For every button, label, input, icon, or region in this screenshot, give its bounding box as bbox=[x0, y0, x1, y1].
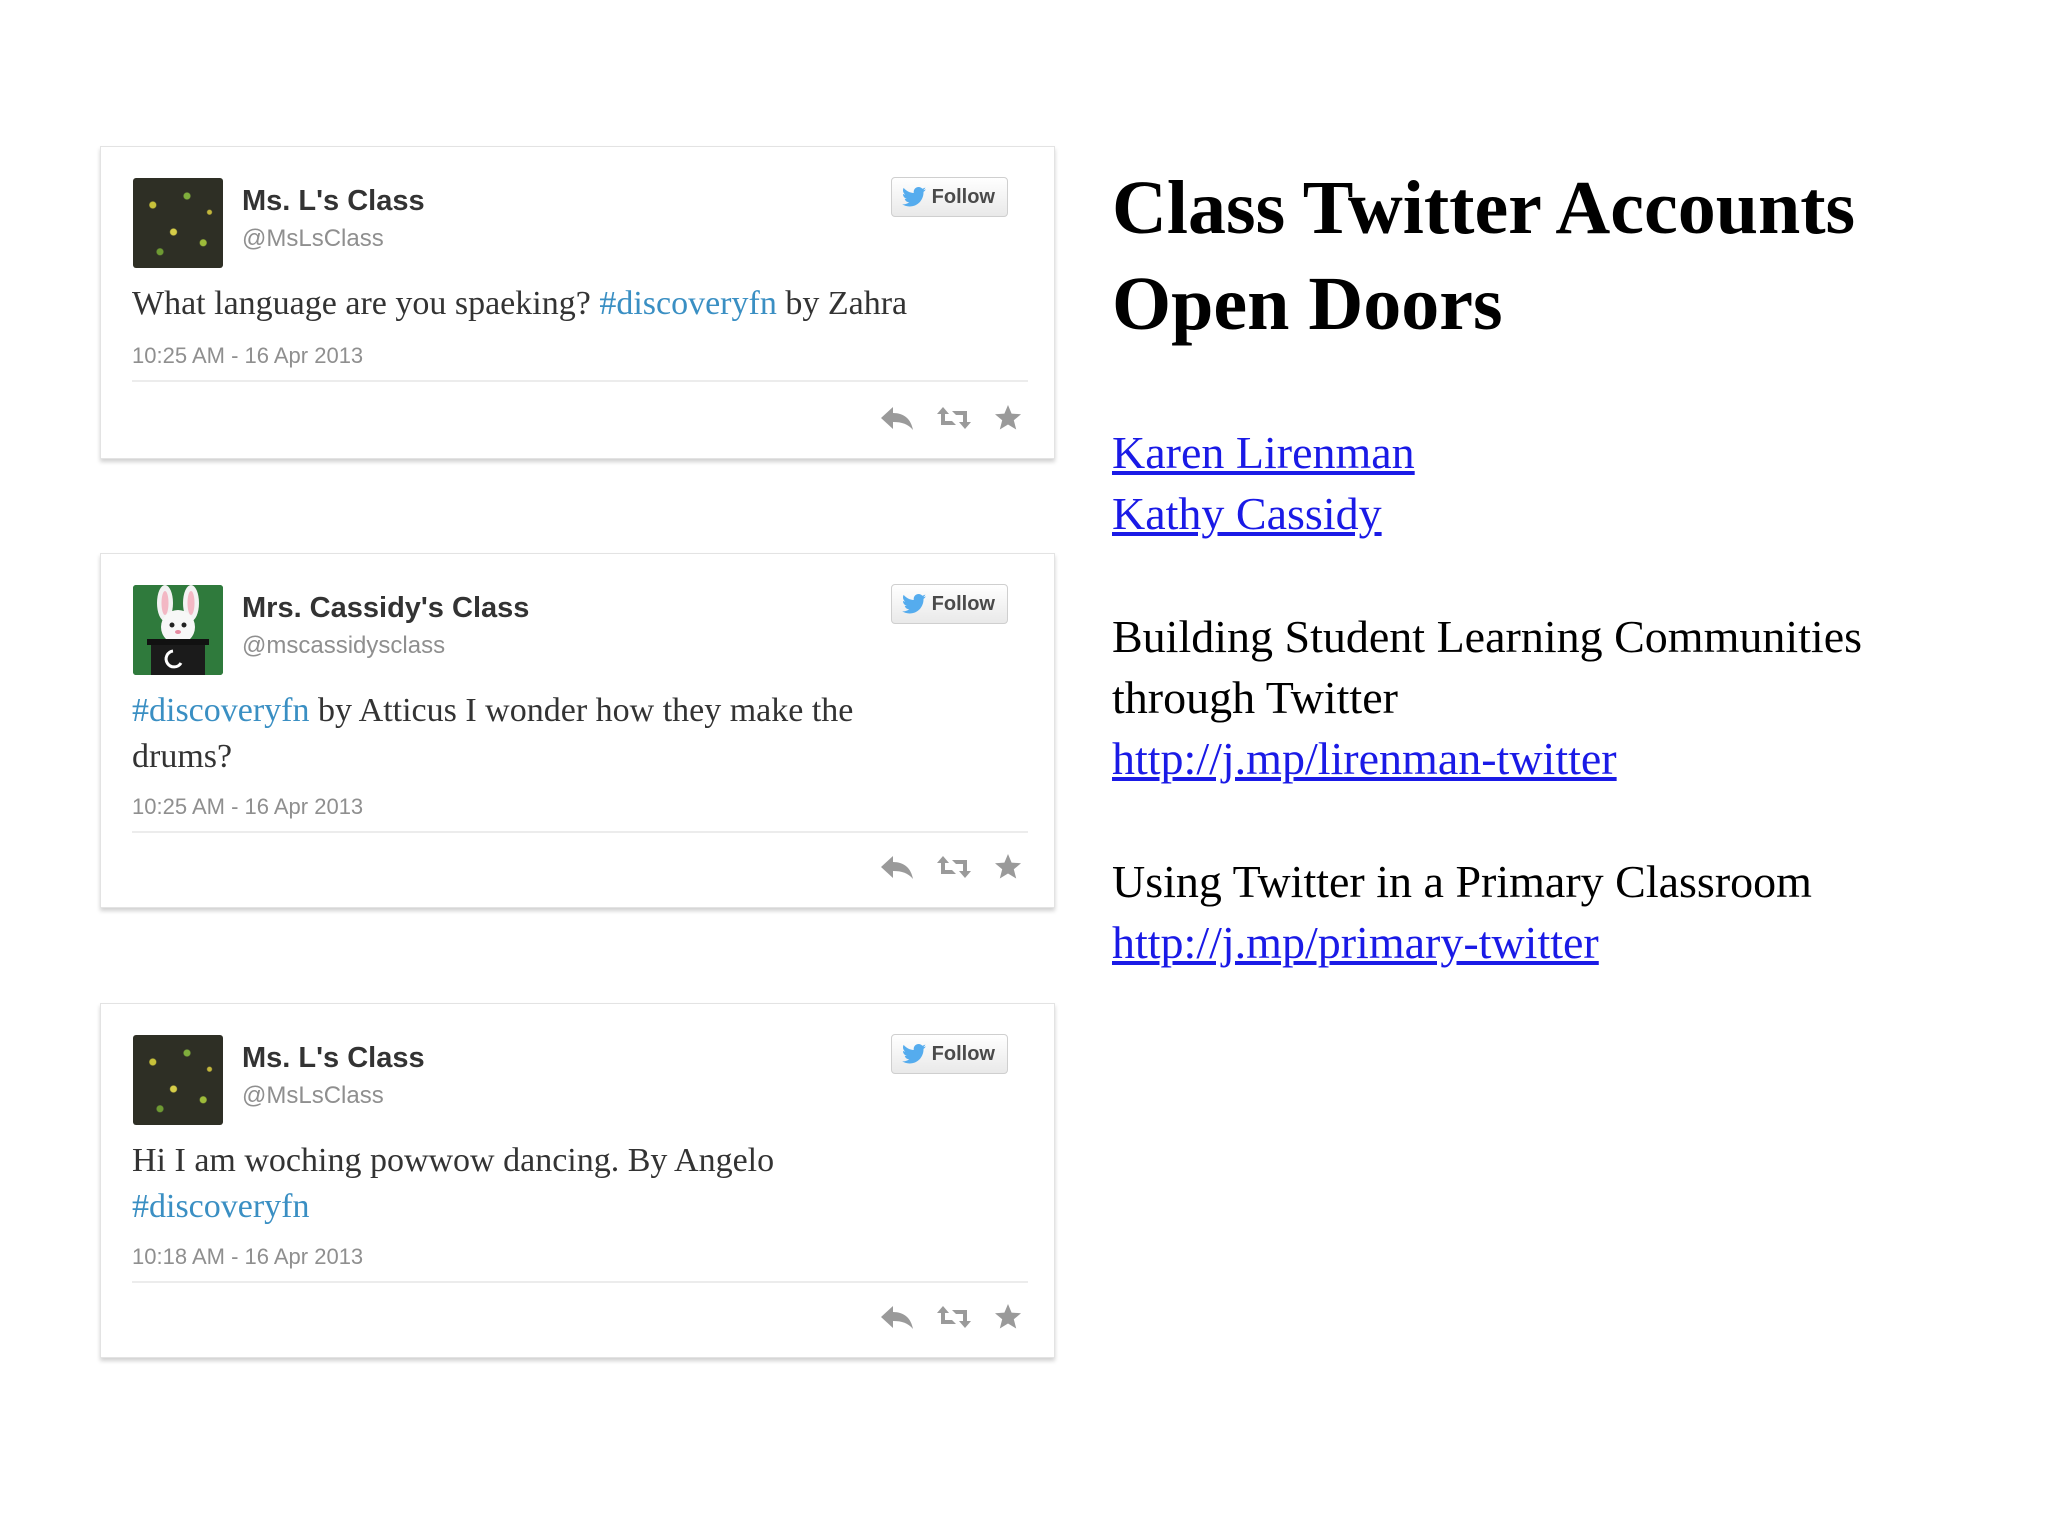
tweet-text-before: Hi I am woching powwow dancing. By Angelo bbox=[132, 1142, 775, 1179]
follow-label: Follow bbox=[931, 1042, 995, 1065]
reply-icon[interactable] bbox=[880, 405, 914, 431]
avatar[interactable] bbox=[133, 585, 223, 675]
resource-2-url[interactable]: http://j.mp/primary-twitter bbox=[1112, 917, 1599, 968]
slide-title-line-2: Open Doors bbox=[1112, 262, 1503, 346]
tweet-actions bbox=[880, 854, 1022, 880]
resource-2-title: Using Twitter in a Primary Classroom bbox=[1112, 856, 1812, 907]
reply-icon[interactable] bbox=[880, 1304, 914, 1330]
tweet-timestamp[interactable]: 10:25 AM - 16 Apr 2013 bbox=[132, 794, 364, 819]
favorite-star-icon[interactable] bbox=[994, 854, 1022, 880]
retweet-icon[interactable] bbox=[936, 1304, 972, 1330]
tweet-text-after: by Atticus I wonder how they make the drums? bbox=[132, 692, 854, 775]
follow-button[interactable] bbox=[891, 177, 1008, 217]
tweet-text-after: by Zahra bbox=[776, 285, 908, 322]
hashtag-link[interactable]: #discoveryfn bbox=[599, 285, 777, 322]
twitter-bird-icon bbox=[902, 1044, 926, 1064]
link-karen-lirenman[interactable]: Karen Lirenman bbox=[1112, 427, 1415, 478]
twitter-bird-icon bbox=[902, 187, 926, 207]
resource-1-title-line-2: through Twitter bbox=[1112, 672, 1398, 723]
hashtag-link[interactable]: #discoveryfn bbox=[132, 692, 310, 729]
tweet-card bbox=[100, 553, 1055, 908]
account-handle[interactable]: @mscassidysclass bbox=[242, 632, 446, 659]
favorite-star-icon[interactable] bbox=[994, 405, 1022, 431]
account-handle[interactable]: @MsLsClass bbox=[242, 225, 384, 252]
divider bbox=[132, 380, 1028, 382]
tweet-actions bbox=[880, 405, 1022, 431]
resource-1-title-line-1: Building Student Learning Communities bbox=[1112, 611, 1863, 662]
account-handle[interactable]: @MsLsClass bbox=[242, 1082, 384, 1109]
tweet-card bbox=[100, 1003, 1055, 1358]
divider bbox=[132, 1281, 1028, 1283]
tweet-text bbox=[132, 281, 1014, 327]
follow-button[interactable] bbox=[891, 1034, 1008, 1074]
tweet-text-before: What language are you spaeking? bbox=[132, 285, 600, 322]
resources-list bbox=[1112, 422, 2012, 973]
tweet-timestamp[interactable]: 10:18 AM - 16 Apr 2013 bbox=[132, 1244, 364, 1269]
favorite-star-icon[interactable] bbox=[994, 1304, 1022, 1330]
divider bbox=[132, 831, 1028, 833]
slide-title bbox=[1112, 160, 2012, 352]
link-kathy-cassidy[interactable]: Kathy Cassidy bbox=[1112, 488, 1382, 539]
avatar[interactable] bbox=[133, 178, 223, 268]
tweet-actions bbox=[880, 1304, 1022, 1330]
tweet-text bbox=[132, 1138, 854, 1230]
avatar[interactable] bbox=[133, 1035, 223, 1125]
retweet-icon[interactable] bbox=[936, 405, 972, 431]
account-name[interactable]: Ms. L's Class bbox=[242, 185, 425, 217]
hashtag-link[interactable]: #discoveryfn bbox=[132, 1188, 310, 1225]
account-name[interactable]: Ms. L's Class bbox=[242, 1042, 425, 1074]
resource-1-url[interactable]: http://j.mp/lirenman-twitter bbox=[1112, 733, 1617, 784]
tweet-card bbox=[100, 146, 1055, 459]
bunny-in-hat-icon bbox=[133, 585, 223, 675]
tweet-timestamp[interactable]: 10:25 AM - 16 Apr 2013 bbox=[132, 343, 364, 368]
follow-label: Follow bbox=[931, 592, 995, 615]
account-name[interactable]: Mrs. Cassidy's Class bbox=[242, 592, 530, 624]
slide-title-line-1: Class Twitter Accounts bbox=[1112, 166, 1856, 250]
follow-button[interactable] bbox=[891, 584, 1008, 624]
tweet-text bbox=[132, 688, 934, 780]
follow-label: Follow bbox=[931, 185, 995, 208]
reply-icon[interactable] bbox=[880, 854, 914, 880]
retweet-icon[interactable] bbox=[936, 854, 972, 880]
twitter-bird-icon bbox=[902, 594, 926, 614]
